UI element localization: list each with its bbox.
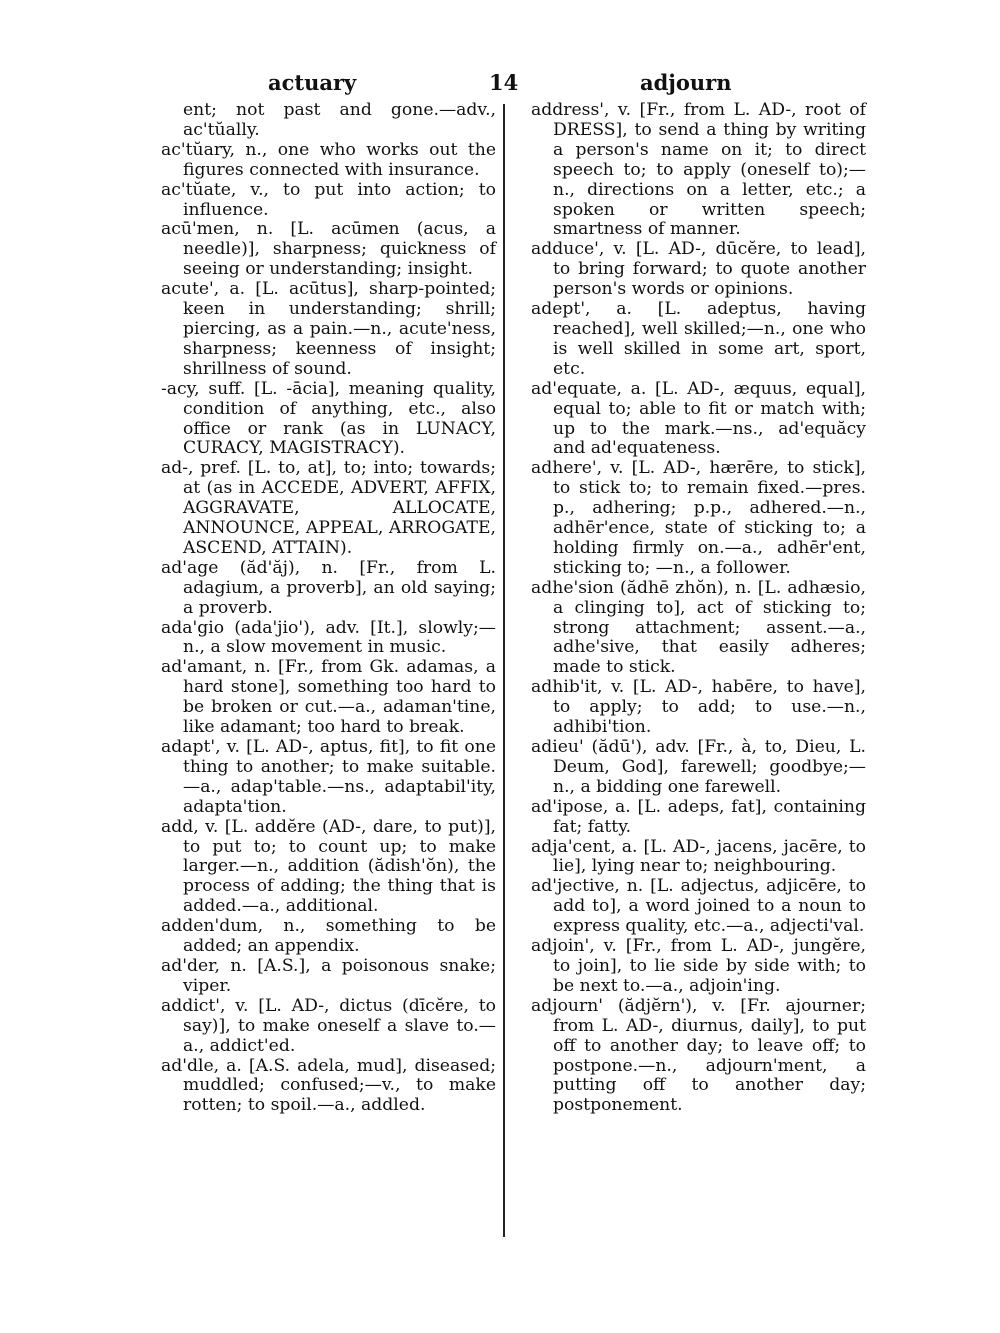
dictionary-entry: add, v. [L. addĕre (AD-, dare, to put)], to put to; to count up; to make larger.—n., addition (ădish'ŏn), the process of adding; the thing that is added.—a., additional.: [161, 816, 496, 917]
dictionary-entry: addict', v. [L. AD-, dictus (dīcĕre, to say)], to make oneself a slave to.—a., addict'ed.: [161, 995, 496, 1056]
dictionary-entry: ad'ipose, a. [L. adeps, fat], containing fat; fatty.: [531, 796, 866, 837]
dictionary-entry: adhe'sion (ădhē zhŏn), n. [L. adhæsio, a clinging to], act of sticking to; strong attachment; assent.—a., adhe'sive, that easily adheres; made to stick.: [531, 577, 866, 678]
dictionary-entry: acute', a. [L. acūtus], sharp-pointed; keen in understanding; shrill; piercing, as a pain.—n., acute'ness, sharpness; keenness of insight; shrillness of sound.: [161, 279, 496, 379]
right-guide-word: adjourn: [640, 70, 732, 95]
dictionary-entry: adjourn' (ădjĕrn'), v. [Fr. ajourner; from L. AD-, diurnus, daily], to put off to another day; to leave off; to postpone.—n., adjourn'ment, a putting off to another day; postponement.: [531, 995, 866, 1116]
dictionary-entry: adieu' (ădū'), adv. [Fr., à, to, Dieu, L. Deum, God], farewell; goodbye;—n., a bidding one farewell.: [531, 737, 866, 797]
right-column: [531, 101, 866, 1116]
dictionary-entry: adapt', v. [L. AD-, aptus, fit], to fit one thing to another; to make suitable.—a., adap'table.—ns., adaptabil'ity, adapta'tion.: [161, 737, 496, 817]
dictionary-entry: ad'amant, n. [Fr., from Gk. adamas, a hard stone], something too hard to be broken or cut.—a., adaman'tine, like adamant; too hard to break.: [161, 657, 496, 738]
dictionary-entry: ent; not past and gone.—adv., ac'tŭally.: [183, 100, 496, 140]
left-column: [161, 101, 496, 1116]
dictionary-entry: adept', a. [L. adeptus, having reached], well skilled;—n., one who is well skilled in some art, sport, etc.: [531, 299, 866, 379]
page-number: 14: [489, 70, 519, 95]
dictionary-entry: -acy, suff. [L. -ācia], meaning quality, condition of anything, etc., also office or rank (as in LUNACY, CURACY, MAGISTRACY).: [161, 378, 496, 459]
dictionary-entry: ac'tŭary, n., one who works out the figures connected with insurance.: [161, 139, 496, 180]
dictionary-entry: adjoin', v. [Fr., from L. AD-, jungĕre, to join], to lie side by side with; to be next to.—a., adjoin'ing.: [531, 936, 866, 996]
dictionary-entry: adhib'it, v. [L. AD-, habēre, to have], to apply; to add; to use.—n., adhibi'tion.: [531, 677, 866, 738]
dictionary-entry: acū'men, n. [L. acūmen (acus, a needle)], sharpness; quickness of seeing or understanding; insight.: [161, 219, 496, 280]
dictionary-entry: adhere', v. [L. AD-, hærēre, to stick], to stick to; to remain fixed.—pres. p., adhering; p.p., adhered.—n., adhēr'ence, state of sticking to; a holding firmly on.—a., adhēr'ent, sticking to; —n., a follower.: [531, 458, 866, 578]
dictionary-entry: ad'equate, a. [L. AD-, æquus, equal], equal to; able to fit or match with; up to the mark.—ns., ad'equăcy and ad'equateness.: [531, 378, 866, 459]
dictionary-entry: adja'cent, a. [L. AD-, jacens, jacēre, to lie], lying near to; neighbouring.: [531, 836, 866, 877]
dictionary-entry: ad-, pref. [L. to, at], to; into; towards; at (as in ACCEDE, ADVERT, AFFIX, AGGRAVATE, ALLOCATE, ANNOUNCE, APPEAL, ARROGATE, ASCEND, ATTAIN).: [161, 458, 496, 558]
dictionary-entry: ada'gio (ada'jio'), adv. [It.], slowly;—n., a slow movement in music.: [161, 617, 496, 658]
dictionary-entry: ad'der, n. [A.S.], a poisonous snake; viper.: [161, 955, 496, 996]
dictionary-entry: address', v. [Fr., from L. AD-, root of DRESS], to send a thing by writing a person's name on it; to direct speech to; to apply (oneself to);—n., directions on a letter, etc.; a spoken or written speech; smartness of manner.: [531, 100, 866, 240]
dictionary-entry: adden'dum, n., something to be added; an appendix.: [161, 916, 496, 957]
dictionary-entry: ac'tŭate, v., to put into action; to influence.: [161, 179, 496, 220]
left-guide-word: actuary: [268, 70, 357, 95]
dictionary-entry: adduce', v. [L. AD-, dūcĕre, to lead], to bring forward; to quote another person's words or opinions.: [531, 239, 866, 300]
dictionary-entry: ad'age (ăd'ăj), n. [Fr., from L. adagium, a proverb], an old saying; a proverb.: [161, 557, 496, 618]
dictionary-entry: ad'jective, n. [L. adjectus, adjicēre, to add to], a word joined to a noun to express quality, etc.—a., adjecti'val.: [531, 876, 866, 937]
column-divider: [503, 104, 505, 1237]
dictionary-entry: ad'dle, a. [A.S. adela, mud], diseased; muddled; confused;—v., to make rotten; to spoil.—a., addled.: [161, 1055, 496, 1116]
